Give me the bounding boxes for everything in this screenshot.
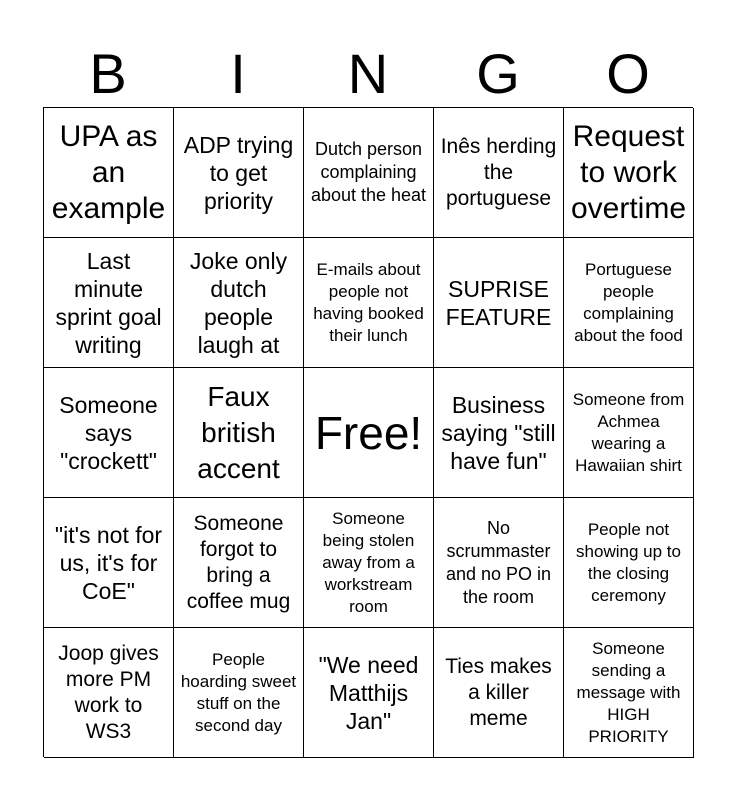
bingo-cell-text: SUPRISE FEATURE [445, 275, 552, 330]
bingo-cell[interactable] [44, 628, 174, 758]
bingo-cell-text: Joke only dutch people laugh at [189, 247, 288, 358]
bingo-cell-text: ADP trying to get priority [183, 131, 294, 214]
bingo-cell[interactable] [564, 628, 694, 758]
header-letter-b: B [89, 42, 127, 105]
bingo-header [43, 40, 693, 108]
bingo-cell-text: "We need Matthijs Jan" [318, 651, 419, 734]
bingo-cell-text: Someone being stolen away from a workstream room [322, 508, 415, 616]
bingo-cell[interactable] [44, 498, 174, 628]
bingo-cell-text: "it's not for us, it's for CoE" [54, 521, 163, 604]
header-letter-g: G [476, 42, 520, 105]
bingo-cell-text: Dutch person complaining about the heat [310, 139, 427, 205]
bingo-cell[interactable] [434, 498, 564, 628]
bingo-cell-text: People hoarding sweet stuff on the second day [180, 649, 297, 735]
bingo-board [43, 107, 693, 757]
bingo-cell[interactable] [434, 238, 564, 368]
bingo-cell-text: UPA as an example [51, 119, 166, 225]
bingo-cell[interactable] [304, 108, 434, 238]
bingo-cell[interactable] [434, 368, 564, 498]
free-space-text: Free! [314, 406, 423, 459]
header-letter-i: I [230, 42, 246, 105]
free-space-cell[interactable] [304, 368, 434, 498]
bingo-cell[interactable] [174, 628, 304, 758]
bingo-cell-text: Business saying "still have fun" [441, 391, 556, 474]
bingo-cell-text: Portuguese people complaining about the food [574, 259, 683, 345]
bingo-cell-text: Joop gives more PM work to WS3 [58, 641, 159, 743]
bingo-cell[interactable] [304, 628, 434, 758]
bingo-cell[interactable] [304, 498, 434, 628]
bingo-cell[interactable] [564, 368, 694, 498]
bingo-cell[interactable] [434, 628, 564, 758]
bingo-cell-text: Someone sending a message with HIGH PRIORITY [576, 638, 681, 746]
bingo-cell-text: E-mails about people not having booked their lunch [313, 259, 424, 345]
bingo-cell-text: Ties makes a killer meme [445, 654, 552, 730]
bingo-cell[interactable] [174, 238, 304, 368]
bingo-cell-text: Someone forgot to bring a coffee mug [186, 511, 291, 613]
bingo-cell[interactable] [44, 368, 174, 498]
bingo-cell-text: People not showing up to the closing ceremony [576, 519, 681, 605]
bingo-cell[interactable] [174, 498, 304, 628]
header-letter-n: N [347, 42, 389, 105]
bingo-cell[interactable] [44, 238, 174, 368]
bingo-cell-text: Request to work overtime [570, 119, 687, 225]
bingo-cell-text: Last minute sprint goal writing [55, 247, 162, 358]
bingo-cell[interactable] [564, 238, 694, 368]
bingo-cell-text: Inês herding the portuguese [440, 134, 557, 210]
bingo-cell[interactable] [434, 108, 564, 238]
bingo-cell-text: No scrummaster and no PO in the room [445, 517, 552, 607]
bingo-cell[interactable] [174, 368, 304, 498]
bingo-cell[interactable] [304, 238, 434, 368]
header-letter-o: O [606, 42, 650, 105]
bingo-cell[interactable] [564, 108, 694, 238]
bingo-cell-text: Someone from Achmea wearing a Hawaiian shirt [572, 389, 685, 475]
bingo-cell-text: Faux british accent [197, 380, 280, 484]
bingo-cell[interactable] [44, 108, 174, 238]
bingo-cell-text: Someone says "crockett" [59, 391, 158, 474]
bingo-cell[interactable] [174, 108, 304, 238]
bingo-cell[interactable] [564, 498, 694, 628]
